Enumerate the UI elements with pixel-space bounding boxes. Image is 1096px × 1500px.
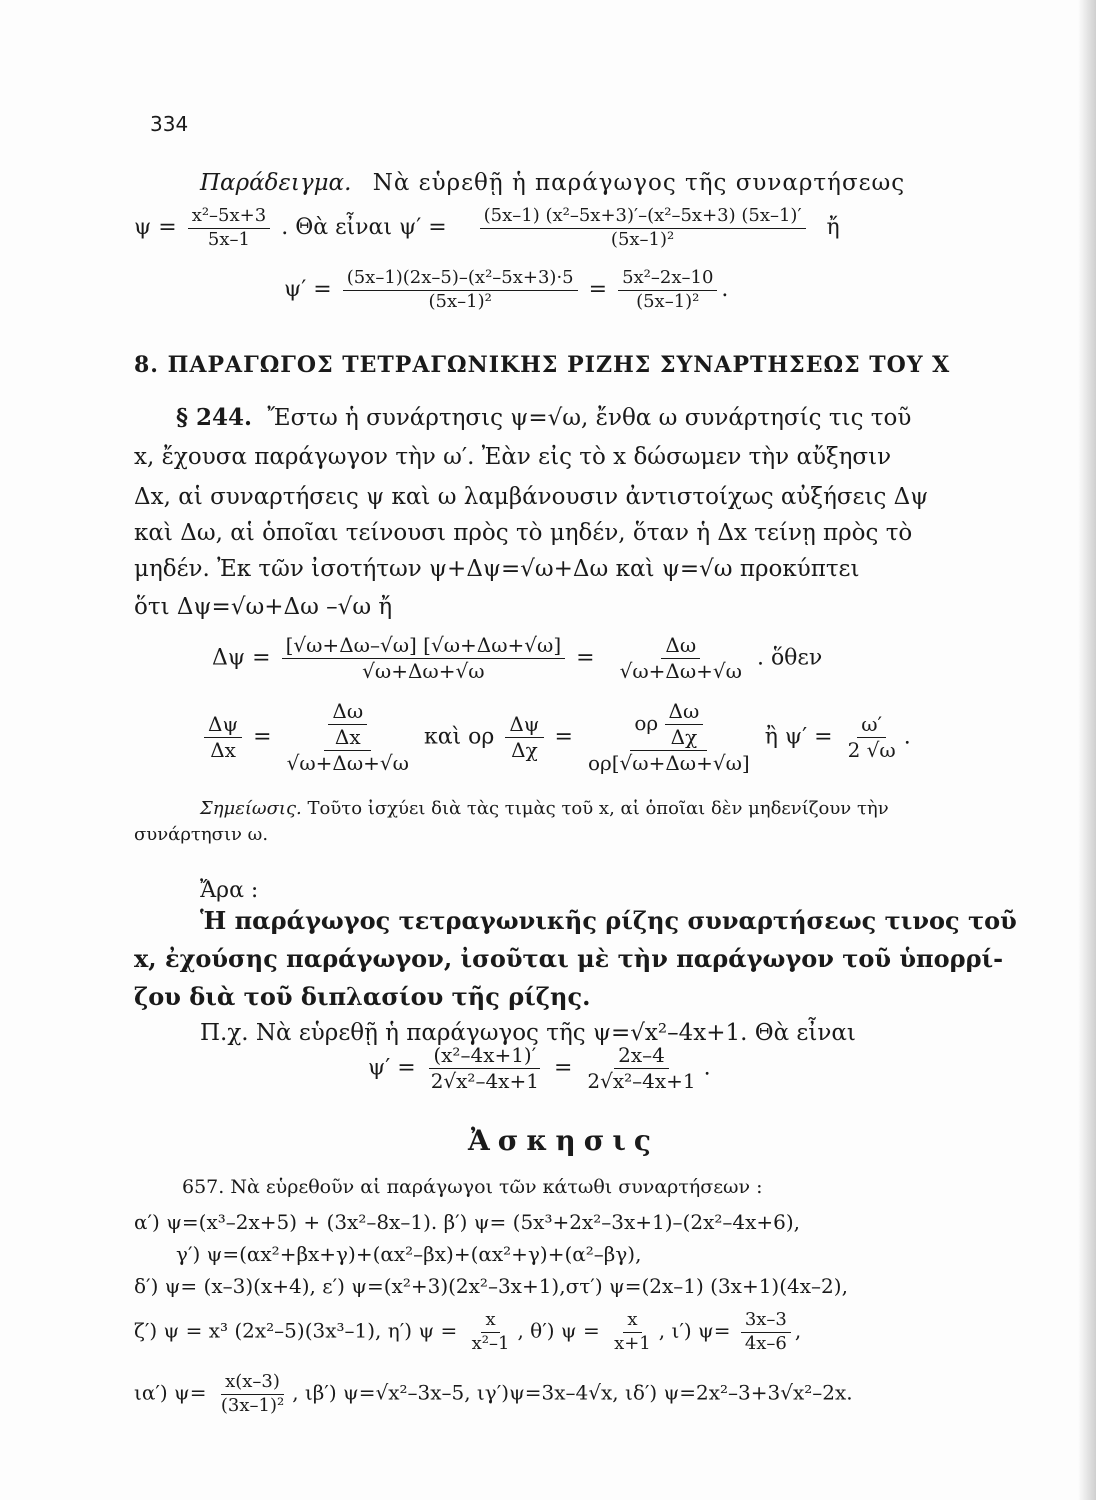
example2-eq: = bbox=[553, 1055, 573, 1081]
deriv1-den: (5x–1)² bbox=[610, 228, 675, 250]
ex5-frac bbox=[217, 1372, 288, 1416]
par244-line5: μηδέν. Ἐκ τῶν ἰσοτήτων ψ+Δψ=√ω+Δω καὶ ψ=√ω προκύπτει bbox=[134, 556, 860, 582]
example2-lhs: ψ′ = bbox=[368, 1055, 416, 1081]
ex4-frac1-num: x bbox=[481, 1310, 499, 1333]
delta-eq: = bbox=[576, 645, 595, 671]
ex4-part-d: , bbox=[794, 1318, 802, 1343]
par244-line3: Δx, αἱ συναρτήσεις ψ καὶ ω λαμβάνουσιν ἀντιστοίχως αὐξήσεις Δψ bbox=[134, 484, 929, 510]
ratio-lhs-fraction bbox=[204, 713, 242, 762]
delta-den: √ω+Δω+√ω bbox=[362, 659, 485, 683]
ratio-equation bbox=[200, 700, 911, 775]
rule-line3: ζου διὰ τοῦ διπλασίου τῆς ρίζης. bbox=[134, 982, 591, 1011]
final-fraction bbox=[844, 713, 900, 762]
delta-den2: √ω+Δω+√ω bbox=[619, 659, 742, 683]
exercise-line3: δ′) ψ= (x–3)(x+4), ε′) ψ=(x²+3)(2x²–3x+1),στ′) ψ=(2x–1) (3x+1)(4x–2), bbox=[134, 1274, 848, 1298]
delta-num: [√ω+Δω–√ω] [√ω+Δω+√ω] bbox=[282, 634, 566, 659]
result-den: (5x–1)² bbox=[636, 290, 700, 312]
example-label: Παράδειγμα. bbox=[200, 170, 352, 196]
or-word: ἤ bbox=[826, 215, 840, 241]
note-line2: συνάρτησιν ω. bbox=[134, 824, 269, 845]
example2-num1: (x²–4x+1)′ bbox=[429, 1044, 540, 1069]
example2-period: . bbox=[703, 1055, 711, 1081]
example2-num2: 2x–4 bbox=[614, 1044, 669, 1069]
result-fraction bbox=[618, 268, 717, 312]
func-lhs: ψ = bbox=[134, 215, 177, 241]
ratio-right-label: ορ bbox=[634, 711, 659, 735]
example2-den2: 2√x²–4x+1 bbox=[587, 1069, 696, 1093]
ex4-part-c: , ι′) ψ= bbox=[658, 1318, 731, 1343]
func-den: 5x–1 bbox=[207, 228, 250, 250]
example2-den1: 2√x²–4x+1 bbox=[430, 1069, 539, 1093]
ex5-part-b: , ιβ′) ψ=√x²–3x–5, ιγ′)ψ=3x–4√x, ιδ′) ψ=2x²–3+3√x²–2x. bbox=[292, 1380, 853, 1405]
example2-equation bbox=[368, 1044, 711, 1093]
example2-fraction1 bbox=[427, 1044, 543, 1093]
ratio-big-fraction bbox=[283, 700, 413, 775]
exercises-title: Ἀσκησις bbox=[468, 1124, 659, 1157]
note-line1 bbox=[200, 798, 889, 819]
par244-line2: x, ἔχουσα παράγωγον τὴν ω′. Ἐὰν εἰς τὸ x δώσωμεν τὴν αὔξησιν bbox=[134, 444, 892, 470]
final-den: 2 √ω bbox=[847, 738, 896, 762]
example-intro: Νὰ εὑρεθῇ ἡ παράγωγος τῆς συναρτήσεως bbox=[372, 170, 906, 196]
ex4-part-a: ζ′) ψ = x³ (2x²–5)(3x³–1), η′) ψ = bbox=[134, 1318, 458, 1343]
deriv2-den: (5x–1)² bbox=[428, 290, 492, 312]
ex4-frac3-den: 4x–6 bbox=[744, 1332, 787, 1354]
func-num: x²–5x+3 bbox=[188, 206, 271, 229]
kai-or: καὶ ορ bbox=[423, 724, 495, 750]
ratio-mid-num: Δψ bbox=[505, 713, 543, 738]
exercise-line5 bbox=[134, 1372, 853, 1416]
result-num: 5x²–2x–10 bbox=[618, 268, 717, 291]
period: . bbox=[721, 277, 729, 303]
ex5-frac-den: (3x–1)² bbox=[220, 1394, 285, 1416]
example1-function-line bbox=[134, 206, 840, 250]
equals-sign: = bbox=[588, 277, 608, 303]
delta-fraction bbox=[282, 634, 566, 683]
example2-fraction2 bbox=[583, 1044, 699, 1093]
ex5-part-a: ια′) ψ= bbox=[134, 1380, 207, 1405]
exercise-line4 bbox=[134, 1310, 801, 1354]
example1-intro-line bbox=[200, 170, 905, 196]
par244-text1: Ἔστω ἡ συνάρτησις ψ=√ω, ἔνθα ω συνάρτησίς τις τοῦ bbox=[267, 405, 912, 431]
ratio-lhs-num: Δψ bbox=[204, 713, 242, 738]
ratio-mid-den: Δχ bbox=[511, 738, 538, 762]
ratio-right-num bbox=[630, 700, 707, 751]
exercise-line1: α′) ψ=(x³–2x+5) + (3x²–8x–1). β′) ψ= (5x³+2x²–3x+1)–(2x²–4x+6), bbox=[134, 1210, 801, 1234]
page-edge-shadow bbox=[1078, 0, 1096, 1500]
rule-line1: Ἡ παράγωγος τετραγωνικῆς ρίζης συναρτήσεως τινος τοῦ bbox=[200, 906, 1017, 935]
ex5-frac-num: x(x–3) bbox=[221, 1372, 284, 1395]
ratio-right-inner bbox=[665, 700, 704, 749]
par244-line1 bbox=[176, 404, 911, 431]
exercise-intro: 657. Νὰ εὑρεθοῦν αἱ παράγωγοι τῶν κάτωθι συναρτήσεων : bbox=[182, 1176, 763, 1198]
ex4-frac1-den: x²–1 bbox=[471, 1332, 510, 1354]
section-heading: 8. ΠΑΡΑΓΩΓΟΣ ΤΕΤΡΑΓΩΝΙΚΗΣ ΡΙΖΗΣ ΣΥΝΑΡΤΗΣΕΩΣ ΤΟΥ Χ bbox=[134, 352, 951, 378]
ratio-big-den: √ω+Δω+√ω bbox=[286, 751, 409, 775]
ratio-right-inner-den: Δχ bbox=[670, 725, 698, 749]
tha-einai: . Θὰ εἶναι ψ′ = bbox=[281, 215, 447, 241]
ex4-part-b: , θ′) ψ = bbox=[517, 1318, 600, 1343]
ratio-inner-fraction bbox=[328, 700, 367, 749]
exercise-line2: γ′) ψ=(αx²+βx+γ)+(αx²–βx)+(αx²+γ)+(α²–βγ), bbox=[176, 1242, 642, 1266]
paragraph-mark: § 244. bbox=[176, 404, 253, 431]
deriv2-num: (5x–1)(2x–5)–(x²–5x+3)·5 bbox=[343, 268, 578, 291]
ex4-frac3 bbox=[741, 1310, 791, 1354]
ratio-mid-fraction bbox=[505, 713, 543, 762]
deriv1-fraction bbox=[480, 206, 806, 250]
ratio-or: ἢ ψ′ = bbox=[764, 724, 833, 750]
delta-fraction2 bbox=[616, 634, 746, 683]
ratio-eq2: = bbox=[554, 724, 573, 750]
delta-num2: Δω bbox=[661, 634, 700, 659]
ex4-frac3-num: 3x–3 bbox=[741, 1310, 791, 1333]
ratio-big-num bbox=[324, 700, 371, 751]
ratio-lhs-den: Δx bbox=[210, 738, 236, 762]
ex4-frac2-num: x bbox=[623, 1310, 641, 1333]
othen-word: . ὅθεν bbox=[756, 645, 823, 671]
rule-line2: x, ἐχούσης παράγωγον, ἰσοῦται μὲ τὴν παράγωγον τοῦ ὑπορρί- bbox=[134, 944, 1004, 973]
ratio-right-den: ορ[√ω+Δω+√ω] bbox=[587, 751, 750, 775]
par244-line4: καὶ Δω, αἱ ὁποῖαι τείνουσι πρὸς τὸ μηδέν, ὅταν ἡ Δx τείνῃ πρὸς τὸ bbox=[134, 520, 913, 546]
note-text1: Τοῦτο ἰσχύει διὰ τὰς τιμὰς τοῦ x, αἱ ὁποῖαι δὲν μηδενίζουν τὴν bbox=[307, 798, 889, 819]
ratio-right-inner-num: Δω bbox=[665, 700, 704, 725]
func-fraction bbox=[188, 206, 271, 250]
ex4-frac2-den: x+1 bbox=[614, 1332, 651, 1354]
ratio-right-fraction bbox=[584, 700, 754, 775]
ratio-inner-num: Δω bbox=[328, 700, 367, 725]
page-number: 334 bbox=[150, 112, 189, 136]
ara-label: Ἄρα : bbox=[200, 878, 259, 903]
par244-line6: ὅτι Δψ=√ω+Δω –√ω ἤ bbox=[134, 594, 393, 620]
ratio-inner-den: Δx bbox=[334, 725, 361, 749]
final-period: . bbox=[903, 724, 911, 750]
ratio-eq: = bbox=[253, 724, 272, 750]
note-label: Σημείωσις. bbox=[200, 798, 302, 819]
deriv1-num: (5x–1) (x²–5x+3)′–(x²–5x+3) (5x–1)′ bbox=[480, 206, 806, 229]
psi-prime: ψ′ = bbox=[284, 277, 332, 303]
ex4-frac1 bbox=[468, 1310, 514, 1354]
example2-intro: Π.χ. Νὰ εὑρεθῇ ἡ παράγωγος τῆς ψ=√x²–4x+1. Θὰ εἶναι bbox=[200, 1020, 856, 1046]
deriv2-fraction bbox=[343, 268, 578, 312]
delta-lhs: Δψ = bbox=[212, 645, 271, 671]
delta-equation bbox=[212, 634, 822, 683]
final-num: ω′ bbox=[857, 713, 886, 738]
ex4-frac2 bbox=[610, 1310, 655, 1354]
example1-result-line bbox=[284, 268, 728, 312]
